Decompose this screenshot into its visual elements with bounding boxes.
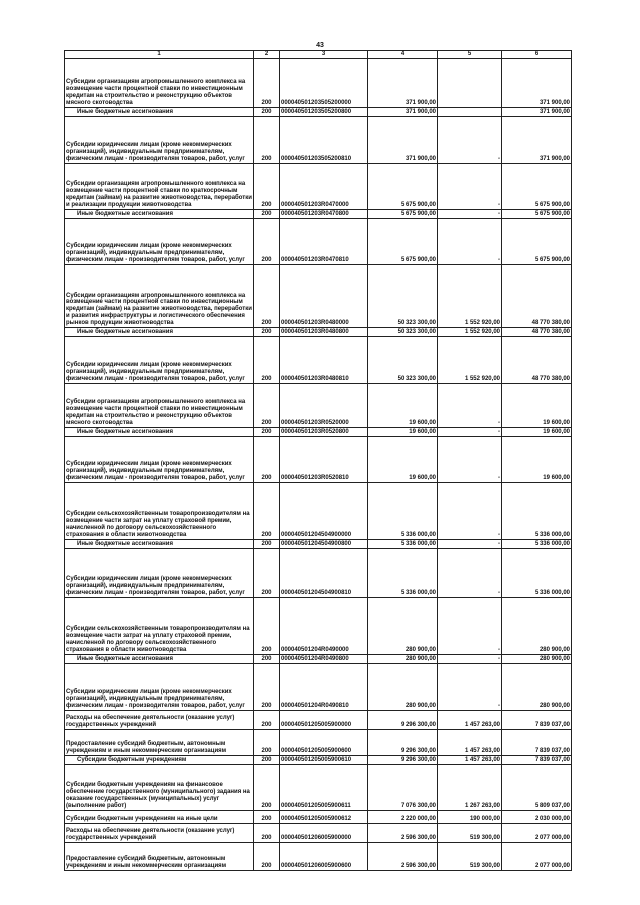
row-executed-amount: - [438,428,502,437]
row-line-code: 200 [254,59,280,108]
row-executed-amount: - [438,164,502,210]
row-remaining-amount: 5 675 900,00 [502,164,572,210]
row-line-code: 200 [254,730,280,756]
row-remaining-amount: 371 900,00 [502,59,572,108]
row-name: Иные бюджетные ассигнования [65,210,254,219]
row-budget-code: 000040501203R0470000 [280,164,368,210]
row-line-code: 200 [254,337,280,384]
row-budget-code: 000040501203R0470800 [280,210,368,219]
table-row [65,428,572,437]
row-remaining-amount: 19 600,00 [502,384,572,428]
row-approved-amount: 5 336 000,00 [368,483,438,540]
row-remaining-amount: 280 900,00 [502,655,572,664]
row-name: Субсидии организациям агропромышленного комплекса на возмещение части процентной ставки по инвестиционным кредитам (займам) на развитие животноводства, переработки и развития инфраструктуры и логистического обеспечения рынков продукции животноводства [65,265,254,328]
row-line-code: 200 [254,219,280,265]
header-cell: 2 [254,51,280,59]
header-cell: 4 [368,51,438,59]
row-remaining-amount: 2 077 000,00 [502,824,572,843]
row-remaining-amount: 19 600,00 [502,428,572,437]
row-approved-amount: 50 323 300,00 [368,265,438,328]
row-executed-amount: 1 267 263,00 [438,765,502,811]
row-budget-code: 000040501204504900000 [280,483,368,540]
header-cell: 1 [65,51,254,59]
row-line-code: 200 [254,164,280,210]
row-budget-code: 000040501204R0490810 [280,664,368,711]
row-remaining-amount: 371 900,00 [502,117,572,164]
row-approved-amount: 50 323 300,00 [368,328,438,337]
budget-table [64,50,572,871]
row-budget-code: 000040501206005900000 [280,824,368,843]
row-budget-code: 000040501203505200800 [280,108,368,117]
row-line-code: 200 [254,711,280,730]
row-remaining-amount: 5 675 900,00 [502,210,572,219]
row-executed-amount: 519 300,00 [438,824,502,843]
row-executed-amount: - [438,219,502,265]
header-cell: 3 [280,51,368,59]
row-approved-amount: 9 296 300,00 [368,730,438,756]
row-budget-code: 000040501205005900610 [280,756,368,765]
row-remaining-amount: 48 770 380,00 [502,265,572,328]
row-executed-amount: - [438,384,502,428]
row-line-code: 200 [254,765,280,811]
row-budget-code: 000040501203R0470810 [280,219,368,265]
header-row [65,51,572,59]
row-remaining-amount: 5 336 000,00 [502,549,572,598]
row-line-code: 200 [254,117,280,164]
table-row [65,164,572,210]
row-approved-amount: 5 336 000,00 [368,549,438,598]
table-row [65,664,572,711]
row-approved-amount: 371 900,00 [368,59,438,108]
row-name: Субсидии юридическим лицам (кроме некоммерческих организаций), индивидуальным предпринимателям, физическим лицам - производителям товаров, работ, услуг [65,664,254,711]
table-row [65,210,572,219]
row-remaining-amount: 280 900,00 [502,664,572,711]
row-approved-amount: 280 900,00 [368,598,438,655]
row-remaining-amount: 2 077 000,00 [502,843,572,871]
row-name: Субсидии юридическим лицам (кроме некоммерческих организаций), индивидуальным предпринимателям, физическим лицам - производителям товаров, работ, услуг [65,219,254,265]
table-row [65,108,572,117]
table-row [65,265,572,328]
table-row [65,765,572,811]
row-budget-code: 000040501203R0520800 [280,428,368,437]
row-name: Предоставление субсидий бюджетным, автономным учреждениям и иным некоммерческим организациям [65,843,254,871]
row-approved-amount: 2 596 300,00 [368,824,438,843]
row-remaining-amount: 7 839 037,00 [502,730,572,756]
table-row [65,219,572,265]
row-budget-code: 000040501203R0520000 [280,384,368,428]
table-row [65,337,572,384]
table-row [65,384,572,428]
row-executed-amount: - [438,483,502,540]
row-executed-amount: - [438,210,502,219]
row-budget-code: 000040501206005900600 [280,843,368,871]
table-row [65,811,572,824]
table-row [65,598,572,655]
row-executed-amount: 1 552 920,00 [438,337,502,384]
row-approved-amount: 5 336 000,00 [368,540,438,549]
row-approved-amount: 9 296 300,00 [368,756,438,765]
row-name: Расходы на обеспечение деятельности (оказание услуг) государственных учреждений [65,824,254,843]
row-budget-code: 000040501203505200810 [280,117,368,164]
row-approved-amount: 371 900,00 [368,108,438,117]
row-remaining-amount: 5 675 900,00 [502,219,572,265]
row-executed-amount: - [438,437,502,483]
row-line-code: 200 [254,384,280,428]
row-approved-amount: 5 675 900,00 [368,219,438,265]
row-approved-amount: 19 600,00 [368,437,438,483]
row-name: Иные бюджетные ассигнования [65,108,254,117]
row-name: Субсидии бюджетным учреждениям на иные цели [65,811,254,824]
header-cell: 6 [502,51,572,59]
row-name: Субсидии организациям агропромышленного комплекса на возмещение части процентной ставки по инвестиционным кредитам на строительство и реконструкцию объектов мясного скотоводства [65,384,254,428]
table-row [65,843,572,871]
row-name: Субсидии юридическим лицам (кроме некоммерческих организаций), индивидуальным предпринимателям, физическим лицам - производителям товаров, работ, услуг [65,337,254,384]
row-remaining-amount: 5 336 000,00 [502,483,572,540]
row-name: Иные бюджетные ассигнования [65,540,254,549]
row-budget-code: 000040501203R0520810 [280,437,368,483]
row-approved-amount: 280 900,00 [368,664,438,711]
row-approved-amount: 280 900,00 [368,655,438,664]
row-approved-amount: 19 600,00 [368,428,438,437]
row-remaining-amount: 48 770 380,00 [502,328,572,337]
row-executed-amount: 1 552 920,00 [438,328,502,337]
row-budget-code: 000040501205005900000 [280,711,368,730]
page-number: 43 [316,42,324,49]
row-name: Предоставление субсидий бюджетным, автономным учреждениям и иным некоммерческим организациям [65,730,254,756]
row-line-code: 200 [254,265,280,328]
row-line-code: 200 [254,811,280,824]
row-approved-amount: 2 596 300,00 [368,843,438,871]
row-remaining-amount: 7 839 037,00 [502,756,572,765]
row-approved-amount: 5 675 900,00 [368,164,438,210]
table-row [65,549,572,598]
row-executed-amount [438,59,502,108]
row-budget-code: 000040501203R0480800 [280,328,368,337]
row-budget-code: 000040501204504900810 [280,549,368,598]
row-executed-amount: 190 000,00 [438,811,502,824]
row-line-code: 200 [254,655,280,664]
row-approved-amount: 7 076 300,00 [368,765,438,811]
row-name: Субсидии организациям агропромышленного комплекса на возмещение части процентной ставки по инвестиционным кредитам на строительство и реконструкцию объектов мясного скотоводства [65,59,254,108]
row-remaining-amount: 19 600,00 [502,437,572,483]
row-line-code: 200 [254,540,280,549]
row-line-code: 200 [254,549,280,598]
row-remaining-amount: 48 770 380,00 [502,337,572,384]
row-approved-amount: 2 220 000,00 [368,811,438,824]
row-name: Расходы на обеспечение деятельности (оказание услуг) государственных учреждений [65,711,254,730]
row-name: Субсидии сельскохозяйственным товаропроизводителям на возмещение части затрат на уплату страховой премии, начисленной по договору сельскохозяйственного страхования в области животноводства [65,598,254,655]
row-budget-code: 000040501203R0480000 [280,265,368,328]
row-name: Иные бюджетные ассигнования [65,428,254,437]
table-row [65,824,572,843]
table-row [65,655,572,664]
row-name: Иные бюджетные ассигнования [65,655,254,664]
row-executed-amount: - [438,598,502,655]
table-row [65,730,572,756]
row-name: Субсидии юридическим лицам (кроме некоммерческих организаций), индивидуальным предпринимателям, физическим лицам - производителям товаров, работ, услуг [65,549,254,598]
row-executed-amount [438,108,502,117]
row-executed-amount: 1 457 263,00 [438,756,502,765]
row-approved-amount: 50 323 300,00 [368,337,438,384]
row-budget-code: 000040501203505200000 [280,59,368,108]
row-line-code: 200 [254,328,280,337]
row-approved-amount: 5 675 900,00 [368,210,438,219]
row-line-code: 200 [254,664,280,711]
row-executed-amount: - [438,540,502,549]
row-line-code: 200 [254,843,280,871]
row-line-code: 200 [254,483,280,540]
table-row [65,483,572,540]
row-executed-amount: - [438,664,502,711]
table-row [65,711,572,730]
row-executed-amount: - [438,549,502,598]
row-line-code: 200 [254,210,280,219]
table-row [65,59,572,108]
row-budget-code: 000040501205005900600 [280,730,368,756]
row-name: Субсидии бюджетным учреждениям на финансовое обеспечение государственного (муниципального) задания на оказание государственных (муниципальных) услуг (выполнение работ) [65,765,254,811]
row-name: Субсидии юридическим лицам (кроме некоммерческих организаций), индивидуальным предпринимателям, физическим лицам - производителям товаров, работ, услуг [65,437,254,483]
row-budget-code: 000040501205005900612 [280,811,368,824]
row-name: Субсидии сельскохозяйственным товаропроизводителям на возмещение части затрат на уплату страховой премии, начисленной по договору сельскохозяйственного страхования в области животноводства [65,483,254,540]
row-remaining-amount: 280 900,00 [502,598,572,655]
row-line-code: 200 [254,598,280,655]
row-line-code: 200 [254,756,280,765]
table-row [65,117,572,164]
row-remaining-amount: 7 839 037,00 [502,711,572,730]
row-line-code: 200 [254,437,280,483]
row-budget-code: 000040501203R0480810 [280,337,368,384]
header-cell: 5 [438,51,502,59]
row-budget-code: 000040501205005900611 [280,765,368,811]
row-name: Субсидии юридическим лицам (кроме некоммерческих организаций), индивидуальным предпринимателям, физическим лицам - производителям товаров, работ, услуг [65,117,254,164]
row-executed-amount: 519 300,00 [438,843,502,871]
row-executed-amount: - [438,117,502,164]
row-approved-amount: 9 296 300,00 [368,711,438,730]
row-name: Иные бюджетные ассигнования [65,328,254,337]
row-executed-amount: 1 457 263,00 [438,730,502,756]
table-row [65,437,572,483]
row-remaining-amount: 5 336 000,00 [502,540,572,549]
row-line-code: 200 [254,428,280,437]
row-name: Субсидии организациям агропромышленного комплекса на возмещение части процентной ставки по краткосрочным кредитам (займам) на развитие животноводства, переработки и реализации продукции животноводства [65,164,254,210]
row-budget-code: 000040501204R0490000 [280,598,368,655]
row-remaining-amount: 2 030 000,00 [502,811,572,824]
table-row [65,328,572,337]
row-budget-code: 000040501204504900800 [280,540,368,549]
row-executed-amount: 1 457 263,00 [438,711,502,730]
row-line-code: 200 [254,824,280,843]
table-row [65,756,572,765]
row-approved-amount: 371 900,00 [368,117,438,164]
table-row [65,540,572,549]
row-line-code: 200 [254,108,280,117]
row-executed-amount: - [438,655,502,664]
row-name: Субсидии бюджетным учреждениям [65,756,254,765]
row-remaining-amount: 371 900,00 [502,108,572,117]
row-budget-code: 000040501204R0490800 [280,655,368,664]
row-approved-amount: 19 600,00 [368,384,438,428]
row-executed-amount: 1 552 920,00 [438,265,502,328]
row-remaining-amount: 5 809 037,00 [502,765,572,811]
